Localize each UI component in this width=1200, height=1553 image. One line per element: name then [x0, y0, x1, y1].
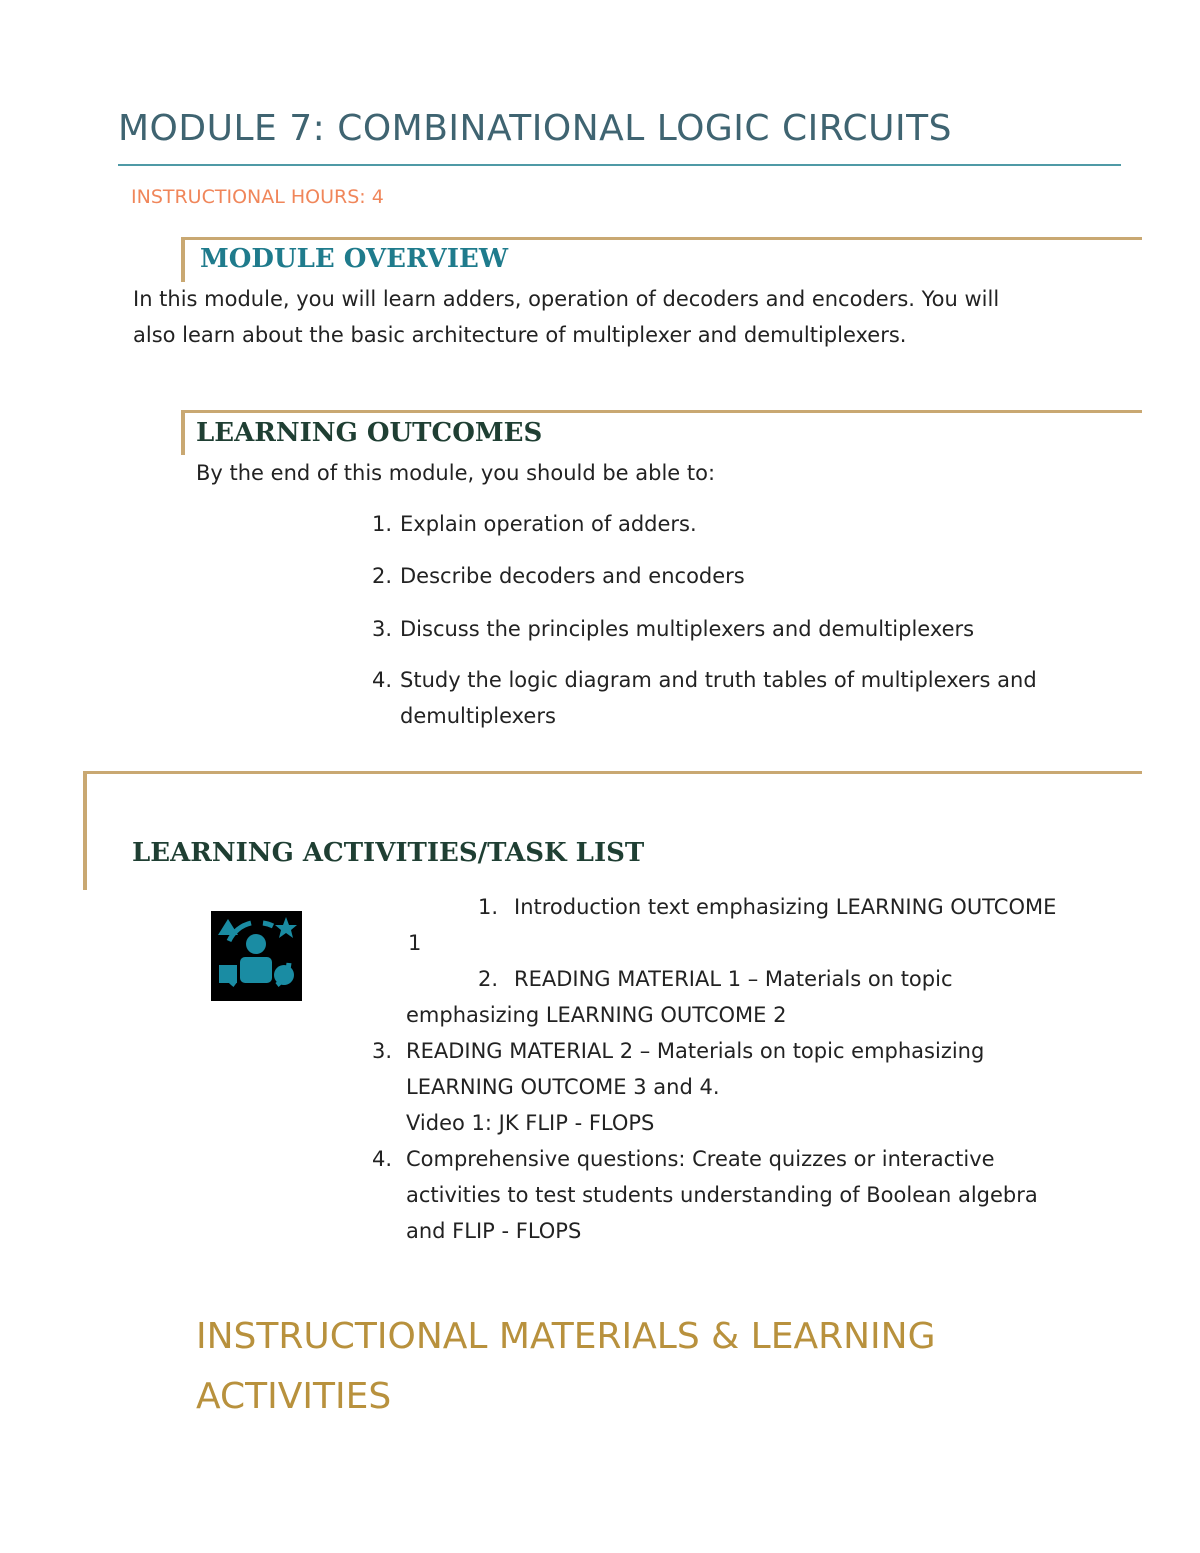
list-number: 2. [371, 564, 392, 588]
list-text-continued: activities to test students understanding of Boolean algebra [406, 1183, 1038, 1207]
list-text: Describe decoders and encoders [400, 564, 745, 588]
list-item [406, 889, 1142, 961]
list-number: 1. [371, 512, 392, 536]
list-item [368, 1033, 1142, 1141]
activities-accent-top [83, 771, 1142, 774]
list-number: 1. [477, 895, 498, 919]
outcomes-accent-top [181, 410, 1142, 413]
list-text: Comprehensive questions: Create quizzes or interactive [406, 1147, 995, 1171]
materials-heading-line-1: INSTRUCTIONAL MATERIALS & LEARNING [196, 1316, 936, 1357]
list-text: Explain operation of adders. [400, 512, 697, 536]
instructional-hours: INSTRUCTIONAL HOURS: 4 [131, 186, 384, 208]
list-number: 4. [371, 1147, 392, 1171]
list-number: 3. [371, 617, 392, 641]
list-item [362, 558, 1142, 594]
module-title: MODULE 7: COMBINATIONAL LOGIC CIRCUITS [118, 108, 952, 149]
list-item [362, 506, 1142, 542]
list-text: Study the logic diagram and truth tables of multiplexers and [400, 668, 1037, 692]
overview-accent-left [181, 238, 185, 282]
overview-text-line-2: also learn about the basic architecture of multiplexer and demultiplexers. [133, 323, 907, 347]
activities-accent-left [83, 772, 87, 890]
list-text: READING MATERIAL 2 – Materials on topic emphasizing [406, 1039, 985, 1063]
list-item [368, 1141, 1142, 1249]
overview-accent-top [181, 237, 1142, 240]
overview-heading: MODULE OVERVIEW [200, 244, 509, 274]
list-item [362, 611, 1142, 647]
outcomes-intro: By the end of this module, you should be able to: [196, 461, 716, 485]
title-divider [118, 164, 1121, 166]
list-text-continued: emphasizing LEARNING OUTCOME 2 [406, 1003, 787, 1027]
list-number: 3. [371, 1039, 392, 1063]
list-text-continued: and FLIP - FLOPS [406, 1219, 582, 1243]
activities-heading: LEARNING ACTIVITIES/TASK LIST [132, 838, 645, 868]
list-text-continued: LEARNING OUTCOME 3 and 4. [406, 1075, 720, 1099]
list-item [406, 961, 1142, 1033]
overview-text-line-1: In this module, you will learn adders, operation of decoders and encoders. You will [133, 287, 1000, 311]
list-text: Introduction text emphasizing LEARNING OUTCOME [514, 895, 1057, 919]
list-text: Discuss the principles multiplexers and demultiplexers [400, 617, 975, 641]
outcomes-heading: LEARNING OUTCOMES [196, 418, 543, 448]
list-item [362, 662, 1142, 734]
list-number: 4. [371, 668, 392, 692]
list-text-continued: demultiplexers [400, 704, 556, 728]
learner-activities-icon [211, 911, 302, 1001]
materials-heading-line-2: ACTIVITIES [196, 1376, 392, 1417]
list-text-continued: 1 [408, 931, 422, 955]
outcomes-accent-left [181, 411, 185, 455]
list-text: READING MATERIAL 1 – Materials on topic [514, 967, 953, 991]
list-number: 2. [477, 967, 498, 991]
list-text-video: Video 1: JK FLIP - FLOPS [406, 1111, 655, 1135]
